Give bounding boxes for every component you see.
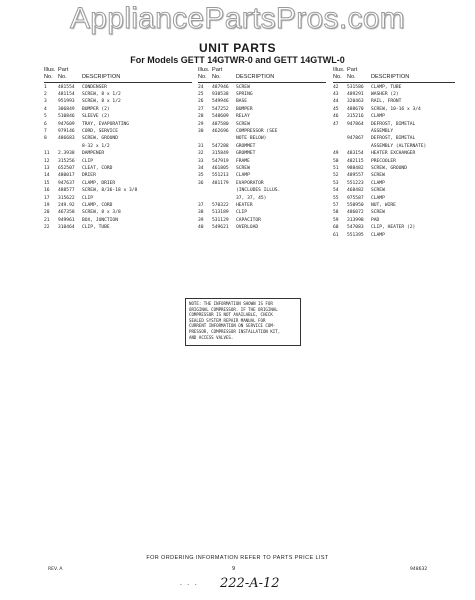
illus-number: 1 xyxy=(44,84,47,90)
part-description: RELAY xyxy=(236,114,250,120)
illus-number: 15 xyxy=(44,180,50,186)
illus-number: 25 xyxy=(198,91,204,97)
column-header xyxy=(44,67,192,83)
illus-number: 12 xyxy=(44,158,50,164)
part-description: CORD, SERVICE xyxy=(82,128,118,134)
header-description: DESCRIPTION xyxy=(236,74,275,80)
part-number: 551213 xyxy=(212,173,229,179)
illus-number: 13 xyxy=(44,165,50,171)
illus-number: 35 xyxy=(198,173,204,179)
parts-row xyxy=(333,128,455,135)
part-number: 461805 xyxy=(212,165,229,171)
part-description: CLIP xyxy=(82,195,94,201)
part-number: 467358 xyxy=(58,210,75,216)
illus-number: 22 xyxy=(44,225,50,231)
part-number: 510846 xyxy=(58,114,75,120)
illus-number: 27 xyxy=(198,106,204,112)
illus-number: 51 xyxy=(333,165,339,171)
parts-row xyxy=(44,98,192,105)
part-number: 481154 xyxy=(58,91,75,97)
part-description: PAD xyxy=(371,217,380,223)
part-description: SCREW, GROUND xyxy=(371,165,407,171)
part-number: 547252 xyxy=(212,106,229,112)
page-number: 9 xyxy=(232,566,236,572)
part-description: CLAMP xyxy=(371,180,385,186)
part-number: 489557 xyxy=(347,173,364,179)
part-number: 947609 xyxy=(58,121,75,127)
part-number: 310464 xyxy=(58,225,75,231)
part-number: 315216 xyxy=(347,114,364,120)
illus-number: 61 xyxy=(333,232,339,238)
part-number: 480017 xyxy=(58,173,75,179)
parts-row xyxy=(44,113,192,120)
parts-row xyxy=(333,98,455,105)
parts-list xyxy=(333,84,455,240)
part-description: (INCLUDES ILLUS. xyxy=(236,188,281,194)
parts-row xyxy=(333,135,455,142)
part-number: 531586 xyxy=(347,84,364,90)
part-number: 513189 xyxy=(212,210,229,216)
page-subtitle: For Models GETT 14GTWR-0 and GETT 14GTWL-0 xyxy=(130,55,345,65)
header-part: Part xyxy=(347,67,358,73)
part-number: 486683 xyxy=(58,136,75,142)
part-number: 482115 xyxy=(347,158,364,164)
part-description: SCREW, 8 x 1/2 xyxy=(82,91,121,97)
illus-number: 60 xyxy=(333,225,339,231)
part-description: CLIP, TUBE xyxy=(82,225,110,231)
illus-number: 52 xyxy=(333,173,339,179)
compressor-note-box xyxy=(185,298,301,346)
part-number: 551395 xyxy=(347,232,364,238)
part-number: 489291 xyxy=(347,91,364,97)
dash-mark: - - - xyxy=(180,582,199,588)
part-description: CAPACITOR xyxy=(236,217,261,223)
illus-number: 20 xyxy=(44,210,50,216)
part-description: SCREW xyxy=(371,173,385,179)
part-number: 462696 xyxy=(212,128,229,134)
part-description: ASSEMBLY (ALTERNATE) xyxy=(371,143,427,149)
note-line: NOTE: THE INFORMATION SHOWN IS FOR xyxy=(189,301,273,306)
parts-column-2 xyxy=(198,67,326,232)
parts-row xyxy=(44,143,192,150)
parts-row xyxy=(198,135,326,142)
parts-row xyxy=(333,209,455,216)
illus-number: 7 xyxy=(44,128,47,134)
part-description: ASSEMBLY xyxy=(371,128,394,134)
part-number: 547919 xyxy=(212,158,229,164)
parts-row xyxy=(333,172,455,179)
part-description: SCREW, 8 x 1/2 xyxy=(82,99,121,105)
parts-row xyxy=(333,113,455,120)
illus-number: 42 xyxy=(333,84,339,90)
parts-row xyxy=(44,84,192,91)
parts-row xyxy=(198,98,326,105)
part-description: CONDENSER xyxy=(82,84,107,90)
parts-row xyxy=(198,180,326,187)
illus-number: 5 xyxy=(44,114,47,120)
parts-row xyxy=(198,172,326,179)
part-number: 249.92 xyxy=(58,203,75,208)
part-number: 570322 xyxy=(212,203,229,208)
part-number: 481179 xyxy=(212,180,229,186)
part-description: NOTE BELOW) xyxy=(236,136,267,142)
parts-row xyxy=(44,209,192,216)
part-number: 306849 xyxy=(58,106,75,112)
parts-row xyxy=(198,195,326,202)
part-number: 320463 xyxy=(347,99,364,105)
parts-row xyxy=(44,106,192,113)
illus-number: 4 xyxy=(44,106,47,112)
parts-row xyxy=(333,91,455,98)
header-illus: Illus. xyxy=(333,67,345,73)
part-description: SCREW xyxy=(236,121,250,127)
parts-row xyxy=(198,165,326,172)
parts-row xyxy=(198,209,326,216)
part-description: CLIP xyxy=(82,158,94,164)
illus-number: 33 xyxy=(198,158,204,164)
header-no: No. xyxy=(333,74,342,80)
illus-number: 59 xyxy=(333,217,339,223)
column-header xyxy=(198,67,326,83)
parts-row xyxy=(44,187,192,194)
part-description: SLEEVE (2) xyxy=(82,114,110,120)
part-description: EVAPORATOR xyxy=(236,180,264,186)
parts-row xyxy=(198,202,326,209)
part-number: 947867 xyxy=(347,136,364,142)
part-description: CLAMP xyxy=(371,114,385,120)
illus-number: 2 xyxy=(44,91,47,97)
part-description: DAMPENER xyxy=(82,151,105,157)
part-description: TRAY, EVAPORATING xyxy=(82,121,130,127)
part-description: SCREW, 8/36-18 x 3/8 xyxy=(82,188,138,194)
part-description: DEFROST, BIMETAL xyxy=(371,136,416,142)
part-number: 975587 xyxy=(347,195,364,201)
part-number: 551223 xyxy=(347,180,364,186)
part-number: 988482 xyxy=(347,165,364,171)
parts-column-1 xyxy=(44,67,192,232)
part-number: 947864 xyxy=(347,121,364,127)
header-partno: No. xyxy=(212,74,221,80)
parts-row xyxy=(333,121,455,128)
part-description: SCREW xyxy=(236,84,250,90)
illus-number: 3 xyxy=(44,99,47,105)
illus-number: 37 xyxy=(198,203,204,208)
illus-number: 34 xyxy=(198,165,204,171)
parts-row xyxy=(44,158,192,165)
document-number: 948632 xyxy=(410,567,428,572)
part-number: 487946 xyxy=(212,84,229,90)
parts-row xyxy=(333,232,455,239)
parts-row xyxy=(198,91,326,98)
ordering-info-footer: FOR ORDERING INFORMATION REFER TO PARTS PRICE LIST xyxy=(146,555,329,561)
illus-number: 57 xyxy=(333,203,339,208)
parts-row xyxy=(44,128,192,135)
illus-number: 47 xyxy=(333,121,339,127)
header-illus: Illus. xyxy=(198,67,210,73)
part-description: OVERLOAD xyxy=(236,225,259,231)
part-description: DEFROST, BIMETAL xyxy=(371,121,416,127)
parts-row xyxy=(333,158,455,165)
column-header xyxy=(333,67,455,83)
illus-number: 49 xyxy=(333,151,339,157)
header-no: No. xyxy=(198,74,207,80)
illus-number: 46 xyxy=(333,114,339,120)
header-part: Part xyxy=(58,67,69,73)
header-no: No. xyxy=(44,74,53,80)
illus-number: 36 xyxy=(198,180,204,186)
part-description: SCREW, 10-16 x 3/4 xyxy=(371,106,421,112)
part-description: CLIP, HEATER (2) xyxy=(371,225,416,231)
note-line: AND ACCESS VALVES. xyxy=(189,334,234,340)
parts-row xyxy=(333,217,455,224)
part-number: 468482 xyxy=(347,188,364,194)
part-number: 947637 xyxy=(58,180,75,186)
part-number: 481554 xyxy=(58,84,75,90)
part-description: PRECOOLER xyxy=(371,158,396,164)
illus-number: 26 xyxy=(198,99,204,105)
part-description: GROMMET xyxy=(236,151,256,157)
illus-number: 14 xyxy=(44,173,50,179)
handwritten-reference: 222-A-12 xyxy=(220,576,280,591)
part-description: BUMPER xyxy=(236,106,253,112)
part-number: 951993 xyxy=(58,99,75,105)
part-description: HEATER EXCHANGER xyxy=(371,151,416,157)
revision-label: REV. A xyxy=(48,567,63,572)
part-description: CLAMP, DRIER xyxy=(82,180,116,186)
part-description: SPRING xyxy=(236,91,253,97)
parts-row xyxy=(44,172,192,179)
parts-row xyxy=(333,84,455,91)
part-description: SCREW xyxy=(371,210,385,216)
header-illus: Illus. xyxy=(44,67,56,73)
parts-list xyxy=(44,84,192,232)
illus-number: 6 xyxy=(44,121,47,127)
illus-number: 8 xyxy=(44,136,47,142)
illus-number: 30 xyxy=(198,128,204,134)
part-description: CLIP xyxy=(236,210,248,216)
parts-row xyxy=(198,128,326,135)
illus-number: 29 xyxy=(198,121,204,127)
illus-number: 43 xyxy=(333,91,339,97)
parts-row xyxy=(333,150,455,157)
part-description: WASHER (2) xyxy=(371,91,399,97)
parts-row xyxy=(333,202,455,209)
parts-row xyxy=(198,143,326,150)
part-number: 549946 xyxy=(212,99,229,105)
part-description: COMPRESSOR (SEE xyxy=(236,128,278,134)
part-number: 652507 xyxy=(58,165,75,171)
parts-row xyxy=(333,180,455,187)
illus-number: 45 xyxy=(333,106,339,112)
part-description: NUT, WIRE xyxy=(371,203,396,208)
illus-number: 40 xyxy=(198,225,204,231)
illus-number: 53 xyxy=(333,180,339,186)
illus-number: 17 xyxy=(44,195,50,201)
part-number: 483154 xyxy=(347,151,364,157)
part-description: CLAMP xyxy=(371,195,385,201)
part-number: 315256 xyxy=(58,158,75,164)
part-description: CLAMP xyxy=(236,173,250,179)
note-line: COMPRESSOR IS NOT AVAILABLE, CHECK xyxy=(189,312,273,318)
site-watermark-banner: AppliancePartsPros.com xyxy=(69,2,406,35)
parts-row xyxy=(44,217,192,224)
parts-row xyxy=(198,121,326,128)
illus-number: 50 xyxy=(333,158,339,164)
part-number: 2.3938 xyxy=(58,151,75,157)
illus-number: 54 xyxy=(333,188,339,194)
parts-row xyxy=(198,84,326,91)
illus-number: 21 xyxy=(44,217,50,223)
part-number: 315622 xyxy=(58,195,75,201)
part-number: 488577 xyxy=(58,188,75,194)
part-number: 547083 xyxy=(347,225,364,231)
parts-row xyxy=(44,202,192,209)
part-description: BOX, JUNCTION xyxy=(82,217,118,223)
part-description: CLAMP, CORD xyxy=(82,203,113,208)
part-number: 550950 xyxy=(347,203,364,208)
page-title: UNIT PARTS xyxy=(198,41,277,55)
parts-row xyxy=(44,91,192,98)
parts-row xyxy=(333,143,455,150)
illus-number: 32 xyxy=(198,151,204,157)
parts-row xyxy=(44,195,192,202)
part-number: 938538 xyxy=(212,91,229,97)
parts-row xyxy=(44,135,192,142)
illus-number: 58 xyxy=(333,210,339,216)
illus-number: 44 xyxy=(333,99,339,105)
header-part: Part xyxy=(212,67,223,73)
part-number: 548609 xyxy=(212,114,229,120)
part-number: 549621 xyxy=(212,225,229,231)
part-description: CLAMP, TUBE xyxy=(371,84,402,90)
parts-row xyxy=(333,165,455,172)
parts-row xyxy=(198,113,326,120)
parts-row xyxy=(44,150,192,157)
note-line: ORIGINAL COMPRESSOR. IF THE ORIGINAL xyxy=(189,306,278,312)
parts-row xyxy=(198,224,326,231)
illus-number: 31 xyxy=(198,143,204,149)
part-description: DRIER xyxy=(82,173,96,179)
part-number: 315849 xyxy=(212,151,229,157)
header-partno: No. xyxy=(347,74,356,80)
part-description: SCREW, 8 x 3/8 xyxy=(82,210,121,216)
part-description: HEATER xyxy=(236,203,253,208)
parts-row xyxy=(333,224,455,231)
illus-number: 19 xyxy=(44,203,50,208)
note-line: SEALED SYSTEM REPAIR MANUAL FOR xyxy=(189,317,266,323)
illus-number: 11 xyxy=(44,151,50,157)
parts-row xyxy=(333,195,455,202)
note-line: CURRENT INFORMATION ON SERVICE COM- xyxy=(189,323,276,329)
part-description: 37, 37, 45) xyxy=(236,195,267,201)
part-number: 531129 xyxy=(212,217,229,223)
part-number: 313998 xyxy=(347,217,364,223)
part-description: RAIL, FRONT xyxy=(371,99,402,105)
parts-row xyxy=(44,180,192,187)
illus-number: 39 xyxy=(198,217,204,223)
header-partno: No. xyxy=(58,74,67,80)
parts-row xyxy=(198,217,326,224)
header-description: DESCRIPTION xyxy=(82,74,121,80)
part-number: 488670 xyxy=(347,106,364,112)
header-description: DESCRIPTION xyxy=(371,74,410,80)
parts-column-3 xyxy=(333,67,455,239)
part-description: BASE xyxy=(236,99,248,105)
illus-number: 38 xyxy=(198,210,204,216)
parts-row xyxy=(333,106,455,113)
part-description: SCREW, GROUND xyxy=(82,136,118,142)
part-number: 486072 xyxy=(347,210,364,216)
parts-row xyxy=(198,106,326,113)
parts-row xyxy=(44,165,192,172)
part-description: 8-32 x 1/2 xyxy=(82,143,110,149)
part-description: SCREW xyxy=(236,165,250,171)
part-description: BUMPER (2) xyxy=(82,106,110,112)
part-number: 949961 xyxy=(58,217,75,223)
part-description: SCREW xyxy=(371,188,385,194)
parts-row xyxy=(198,187,326,194)
parts-row xyxy=(44,121,192,128)
illus-number: 55 xyxy=(333,195,339,201)
part-number: 547288 xyxy=(212,143,229,149)
part-description: CLEAT, CORD xyxy=(82,165,113,171)
part-description: CLAMP xyxy=(371,232,385,238)
part-description: FRAME xyxy=(236,158,250,164)
part-number: 487580 xyxy=(212,121,229,127)
note-line: PRESSOR, COMPRESSOR INSTALLATION KIT, xyxy=(189,328,281,334)
parts-row xyxy=(44,224,192,231)
illus-number: 24 xyxy=(198,84,204,90)
parts-row xyxy=(198,150,326,157)
part-number: 979146 xyxy=(58,128,75,134)
parts-row xyxy=(198,158,326,165)
part-description: GROMMET xyxy=(236,143,256,149)
illus-number: 16 xyxy=(44,188,50,194)
parts-row xyxy=(333,187,455,194)
illus-number: 28 xyxy=(198,114,204,120)
parts-list xyxy=(198,84,326,232)
